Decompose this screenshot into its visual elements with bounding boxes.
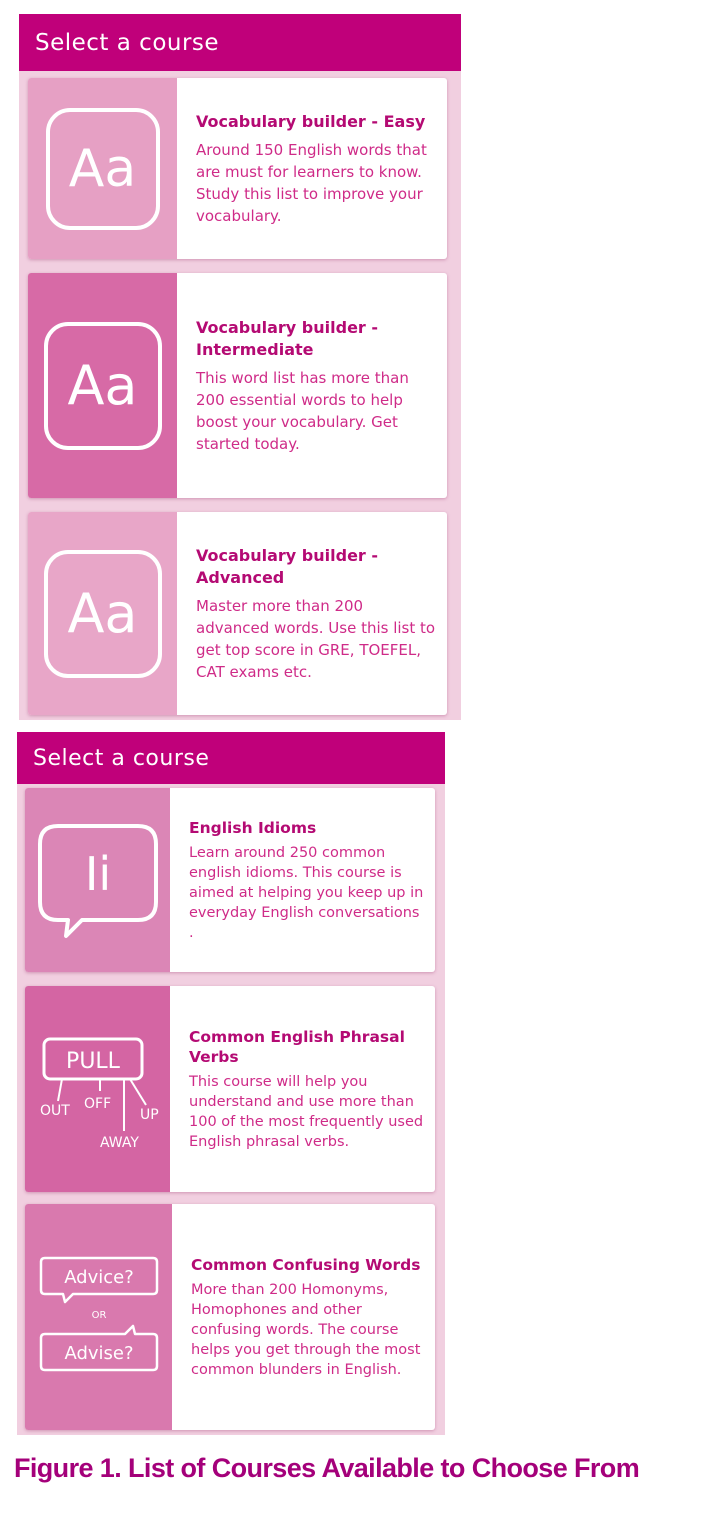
course-card-vocabulary-easy[interactable] (28, 78, 447, 259)
course-icon-area (25, 1204, 172, 1430)
panel-header: Select a course (17, 732, 445, 784)
out-label: OUT (39, 1103, 70, 1119)
course-icon-area (28, 78, 177, 259)
advise-label: Advise? (63, 1343, 134, 1364)
aa-letters-icon: Aa (44, 322, 162, 450)
speech-bubble-icon (36, 818, 160, 942)
course-icon-area (28, 512, 177, 715)
course-panel-vocabulary (19, 14, 461, 720)
course-description: Around 150 English words that are must for learners to know. Study this list to improve your vocabulary. (196, 140, 427, 225)
course-description: More than 200 Homonyms, Homophones and other confusing words. The course helps you get through the most common blunders in English. (191, 1281, 421, 1378)
course-description: Master more than 200 advanced words. Use this list to get top score in GRE, TOEFEL, CAT exams etc. (196, 596, 436, 681)
course-description: Learn around 250 common english idioms. This course is aimed at helping you keep up in everyday English conversations . (189, 844, 424, 941)
course-icon-area (25, 986, 170, 1192)
course-icon-area (25, 788, 170, 972)
course-card-confusing-words[interactable] (25, 1204, 435, 1430)
course-title: Vocabulary builder - Easy (196, 111, 426, 131)
idiom-icon-letters: Ii (84, 847, 111, 901)
course-title: Vocabulary builder - Intermediate (196, 317, 379, 359)
aa-letters-icon: Aa (44, 550, 162, 678)
course-title: Common Confusing Words (191, 1255, 421, 1274)
course-icon-area (28, 273, 177, 498)
advice-advise-bubbles-icon (37, 1252, 161, 1382)
course-card-phrasal-verbs[interactable] (25, 986, 435, 1192)
figure-caption: Figure 1. List of Courses Available to Choose From (14, 1453, 640, 1483)
advice-label: Advice? (63, 1267, 134, 1288)
phrasal-verb-diagram-icon (28, 1019, 168, 1159)
course-title: Common English Phrasal Verbs (189, 1027, 405, 1066)
or-label: OR (91, 1310, 106, 1321)
off-label: OFF (83, 1096, 111, 1112)
aa-letters-icon: Aa (46, 108, 160, 230)
panel-header: Select a course (19, 14, 461, 71)
up-label: UP (139, 1107, 159, 1123)
course-description: This course will help you understand and use more than 100 of the most frequently used English phrasal verbs. (189, 1073, 424, 1150)
course-card-vocabulary-intermediate[interactable] (28, 273, 447, 498)
course-card-vocabulary-advanced[interactable] (28, 512, 447, 715)
course-panel-language (17, 732, 445, 1435)
course-title: English Idioms (189, 818, 317, 837)
course-description: This word list has more than 200 essential words to help boost your vocabulary. Get started today. (196, 368, 409, 453)
course-title: Vocabulary builder - Advanced (196, 545, 379, 587)
pull-label: PULL (65, 1049, 120, 1074)
course-card-english-idioms[interactable] (25, 788, 435, 972)
away-label: AWAY (99, 1135, 139, 1151)
